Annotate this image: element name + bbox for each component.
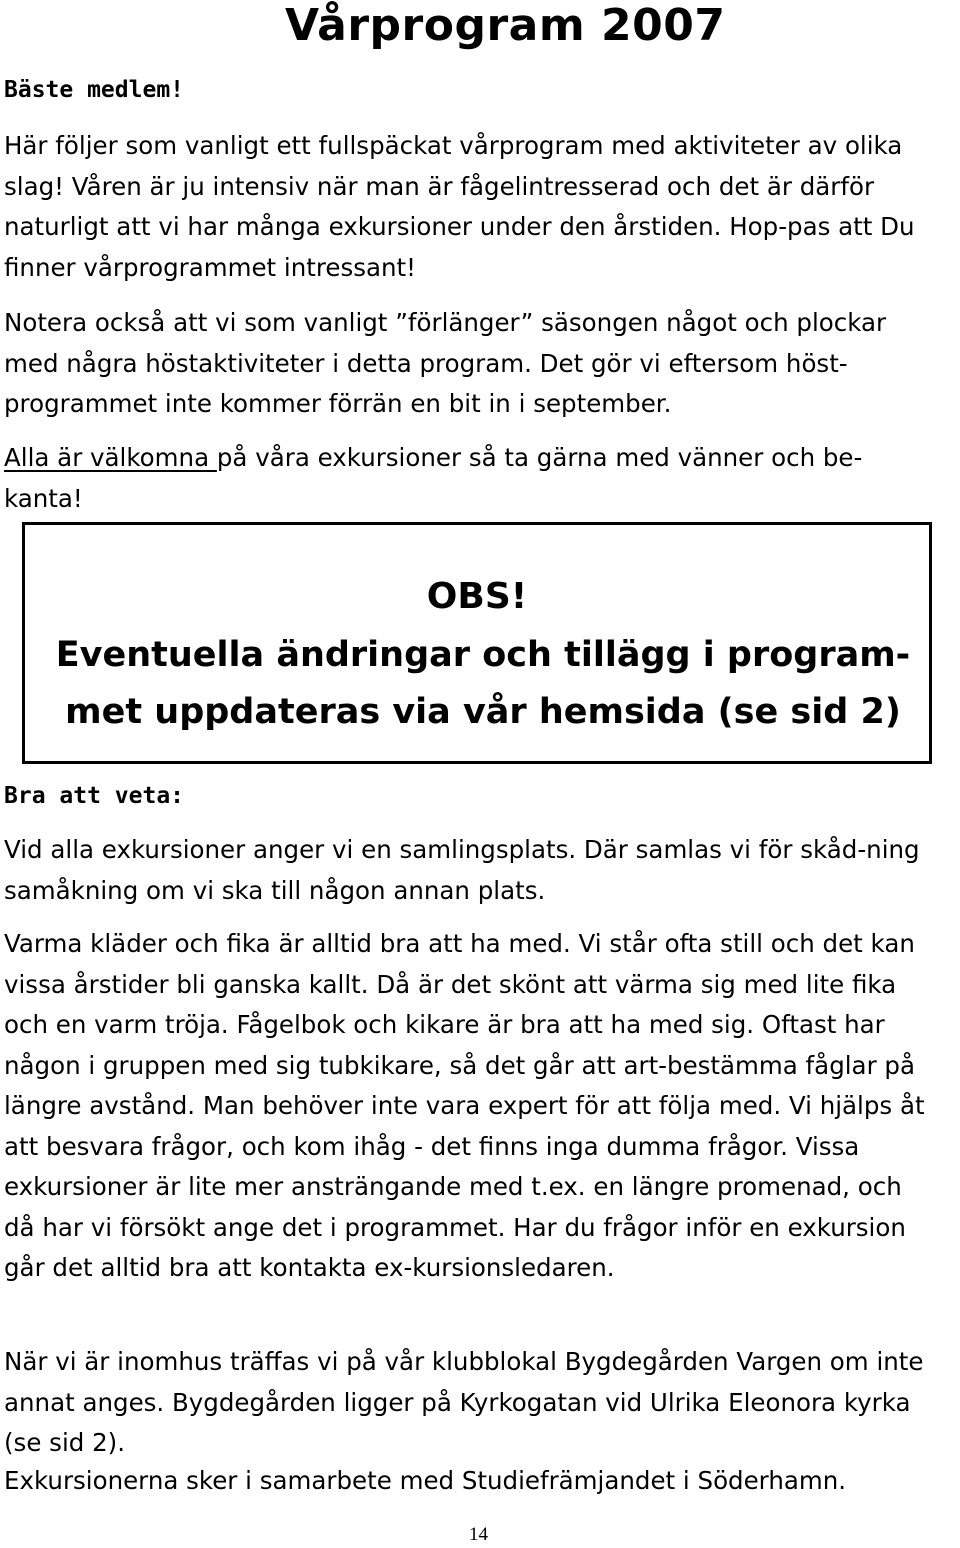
page-title: Vårprogram 2007 [285,0,726,51]
greeting: Bäste medlem! [4,77,185,103]
intro-paragraph-2: Notera också att vi som vanligt ”förlänger” säsongen något och plockar med några höstaktiviteter i detta program. Det gör vi eftersom höst-programmet inte kommer förrän en bit in i september. [4,308,887,418]
intro-paragraph-3 [4,438,934,519]
info-heading: Bra att veta: [4,783,185,809]
info-paragraph-3: När vi är inomhus träffas vi på vår klubblokal Bygdegården Vargen om inte annat anges. Bygdegården ligger på Kyrkogatan vid Ulrika Eleonora kyrka (se sid 2). [4,1347,924,1457]
notice-heading: OBS! [426,576,528,617]
info-paragraph-2: Varma kläder och fika är alltid bra att ha med. Vi står ofta still och det kan vissa årstider bli ganska kallt. Då är det skönt att värma sig med lite fika och en varm tröja. Fågelbok och kikare är bra att ha med sig. Oftast har någon i gruppen med sig tubkikare, så det går att art-bestämma fåglar på längre avstånd. Man behöver inte vara expert för att följa med. Vi hjälps åt att besvara frågor, och kom ihåg - det finns inga dumma frågor. Vissa exkursioner är lite mer ansträngande med t.ex. en längre promenad, och då har vi försökt ange det i programmet. Har du frågor inför en exkursion går det alltid bra att kontakta ex-kursionsledaren. [4,929,925,1282]
page-number: 14 [469,1524,488,1545]
info-paragraph-4: Exkursionerna sker i samarbete med Studiefrämjandet i Söderhamn. [4,1466,847,1495]
notice-box [22,522,932,764]
notice-text: Eventuella ändringar och tillägg i program-met uppdateras via vår hemsida (se sid 2) [55,635,911,732]
welcome-rest: på våra exkursioner så ta gärna med vänner och be-kanta! [4,443,863,513]
info-paragraph-1: Vid alla exkursioner anger vi en samlingsplats. Där samlas vi för skåd-ning samåkning om vi ska till någon annan plats. [4,835,920,905]
intro-paragraph-1: Här följer som vanligt ett fullspäckat vårprogram med aktiviteter av olika slag! Våren är ju intensiv när man är fågelintresserad och det är därför naturligt att vi har många exkursioner under den årstiden. Hop-pas att Du finner vårprogrammet intressant! [4,131,915,282]
welcome-underlined: Alla är välkomna [4,443,217,472]
